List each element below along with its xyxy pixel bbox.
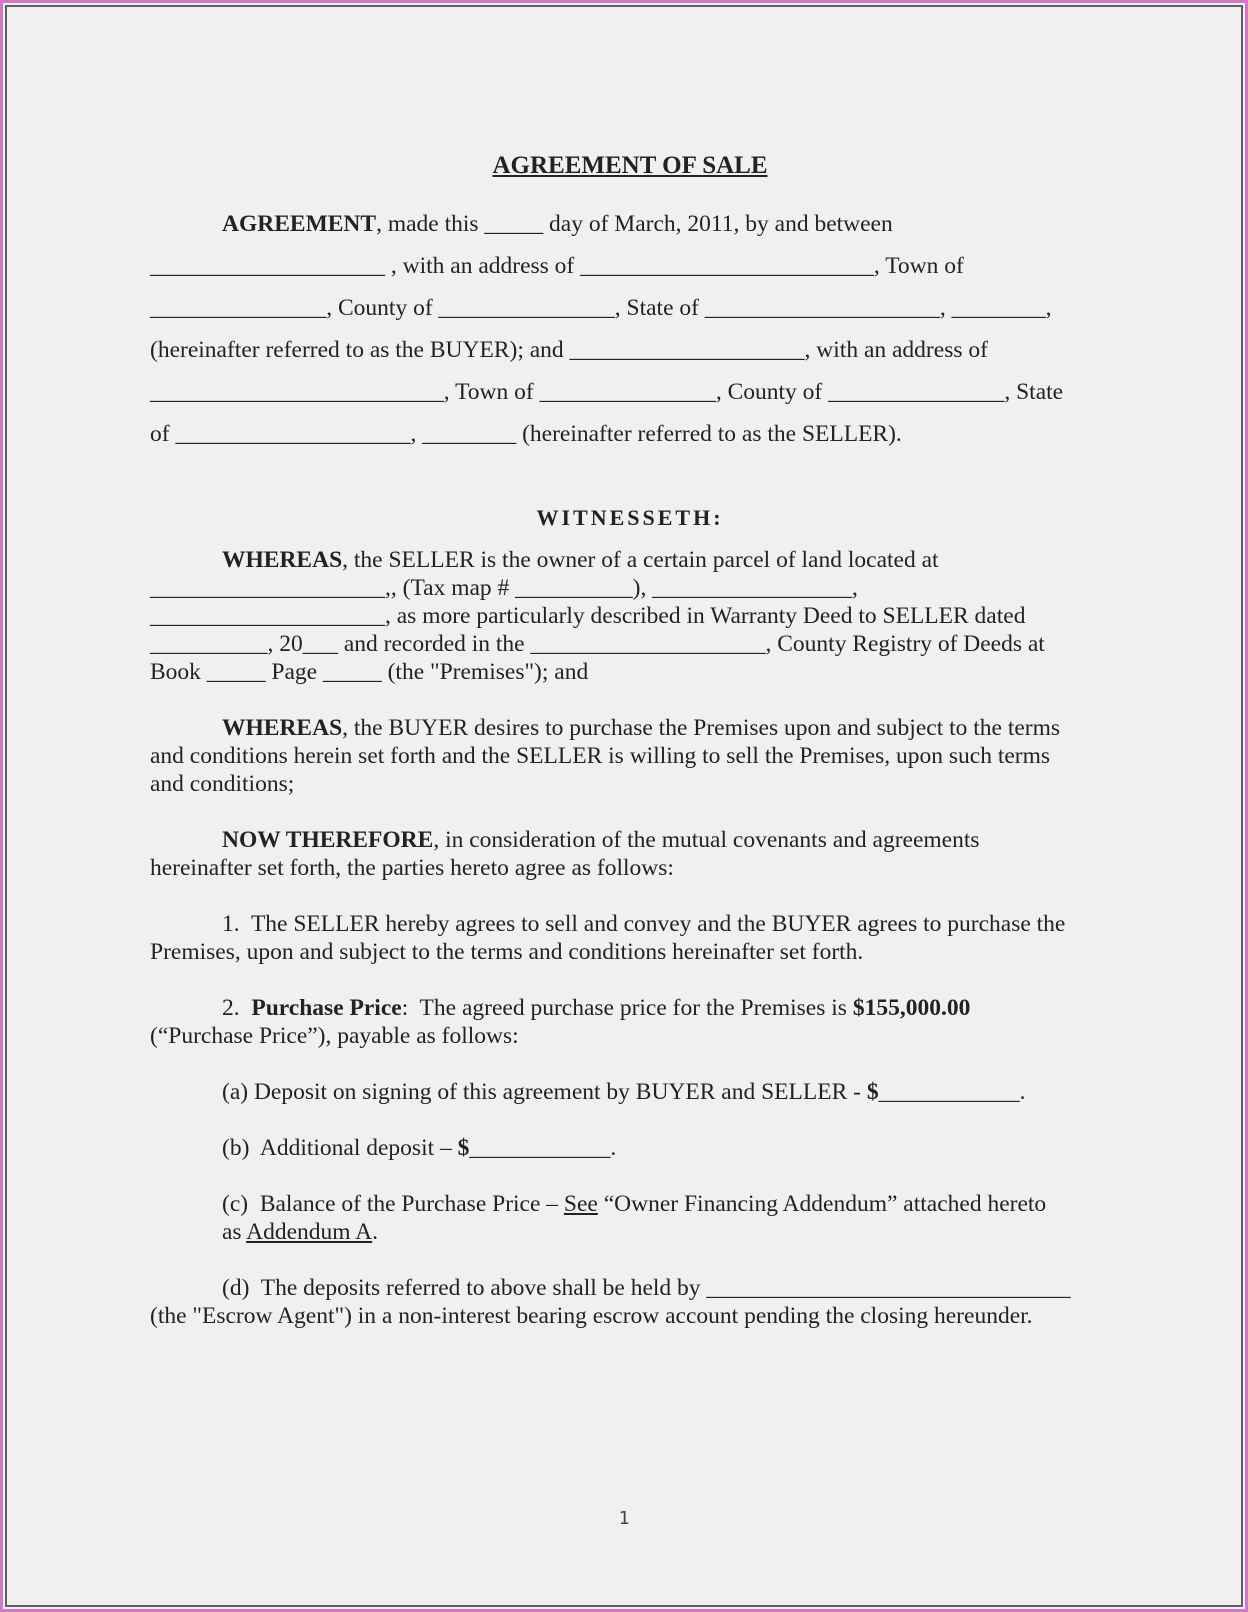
whereas1-line5: Book _____ Page _____ (the "Premises"); and — [150, 659, 589, 685]
para1-lead: AGREEMENT — [222, 211, 377, 237]
see-reference: See — [563, 1191, 598, 1217]
item-c-line1: (c) Balance of the Purchase Price – See “Owner Financing Addendum” attached hereto — [222, 1191, 1047, 1217]
document-page — [5, 5, 1243, 1607]
document-title: AGREEMENT OF SALE — [492, 152, 768, 179]
para1-line5: _________________________, Town of _______________, County of _______________, State — [150, 379, 1064, 405]
item-a-line: (a) Deposit on signing of this agreement by BUYER and SELLER - $____________. — [222, 1079, 1026, 1105]
item-d-line2: (the "Escrow Agent") in a non-interest bearing escrow account pending the closing hereunder. — [150, 1303, 1033, 1329]
whereas2-lead: WHEREAS — [222, 715, 343, 741]
item2-line2: (“Purchase Price”), payable as follows: — [150, 1023, 519, 1049]
now-therefore-line1: NOW THEREFORE, in consideration of the mutual covenants and agreements — [222, 827, 980, 853]
item1-line1: 1. The SELLER hereby agrees to sell and convey and the BUYER agrees to purchase the — [222, 911, 1066, 937]
now-therefore-line2: hereinafter set forth, the parties hereto agree as follows: — [150, 855, 674, 881]
para1-line4: (hereinafter referred to as the BUYER); and ____________________, with an address of — [150, 337, 988, 363]
para1-line6: of ____________________, ________ (hereinafter referred to as the SELLER). — [150, 421, 902, 447]
whereas2-line2: and conditions herein set forth and the SELLER is willing to sell the Premises, upon such terms — [150, 743, 1051, 769]
para1-line1: AGREEMENT, made this _____ day of March, 2011, by and between — [222, 211, 893, 237]
item2-line1: 2. Purchase Price: The agreed purchase price for the Premises is $155,000.00 — [222, 995, 971, 1021]
witnesseth-heading: WITNESSETH: — [536, 505, 724, 530]
whereas1-line2: ____________________,, (Tax map # __________), _________________, — [150, 575, 858, 601]
item-b-line: (b) Additional deposit – $____________. — [222, 1135, 617, 1161]
page-number: 1 — [618, 1508, 630, 1529]
addendum-a-reference: Addendum A — [246, 1219, 373, 1245]
whereas1-line1: WHEREAS, the SELLER is the owner of a certain parcel of land located at — [222, 547, 939, 573]
para1-line3: _______________, County of _______________, State of ____________________, ________, — [150, 295, 1052, 321]
purchase-price-label: Purchase Price — [251, 995, 402, 1021]
para1-line2: ____________________ , with an address of _________________________, Town of — [150, 253, 964, 279]
item-c-line2: as Addendum A. — [222, 1219, 379, 1245]
whereas1-lead: WHEREAS — [222, 547, 343, 573]
purchase-price-amount: $155,000.00 — [852, 995, 971, 1021]
whereas1-line4: __________, 20___ and recorded in the ____________________, County Registry of Deeds at — [150, 631, 1045, 657]
whereas1-line3: ____________________, as more particularly described in Warranty Deed to SELLER dated — [150, 603, 1026, 629]
whereas2-line3: and conditions; — [150, 771, 295, 797]
now-therefore-lead: NOW THEREFORE — [222, 827, 434, 853]
item1-line2: Premises, upon and subject to the terms and conditions hereinafter set forth. — [150, 939, 864, 965]
item-d-line1: (d) The deposits referred to above shall be held by _______________________________ — [222, 1275, 1071, 1301]
whereas2-line1: WHEREAS, the BUYER desires to purchase the Premises upon and subject to the terms — [222, 715, 1061, 741]
